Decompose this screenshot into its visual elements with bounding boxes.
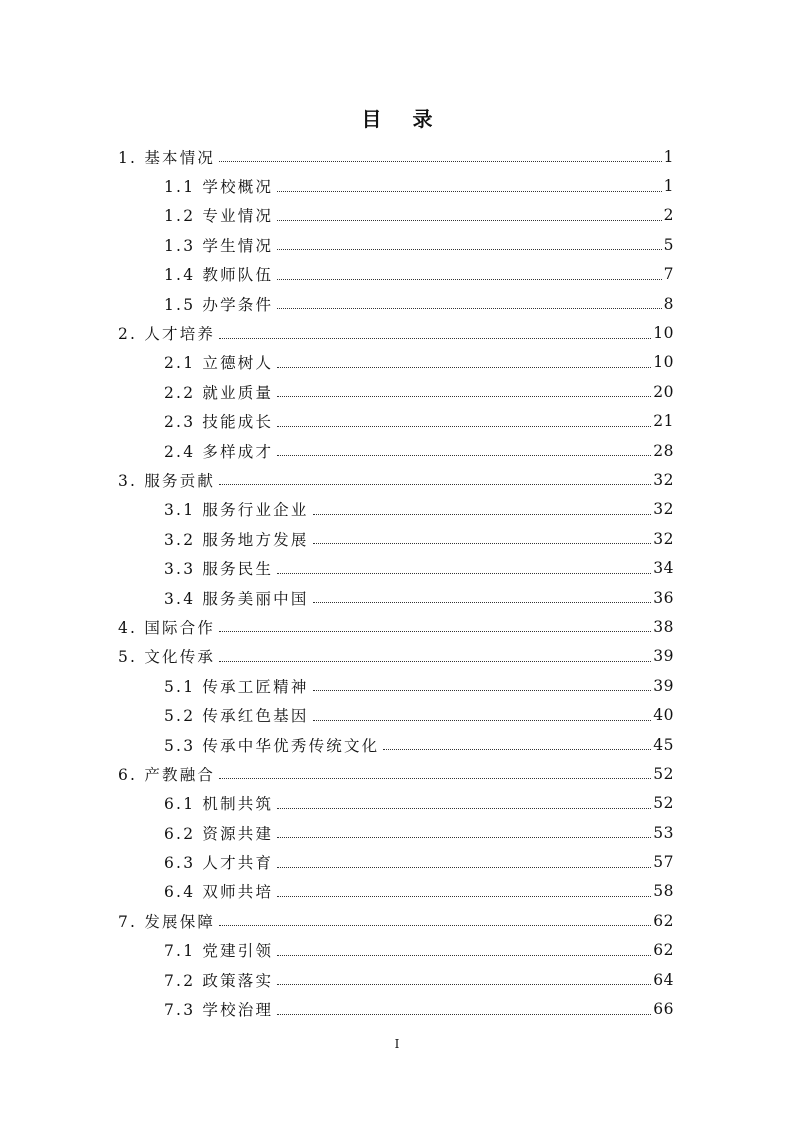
- toc-section-entry[interactable]: [0, 759, 674, 788]
- toc-entry-page: 62: [653, 911, 674, 930]
- toc-subsection-entry[interactable]: [0, 994, 674, 1023]
- toc-entry-page: 8: [663, 294, 674, 313]
- toc-subsection-entry[interactable]: [0, 524, 674, 553]
- toc-subsection-entry[interactable]: [0, 553, 674, 582]
- table-of-contents: [0, 142, 794, 1024]
- toc-section-entry[interactable]: [0, 142, 674, 171]
- toc-entry-page: 28: [653, 441, 674, 460]
- toc-dot-leader: [277, 367, 651, 368]
- toc-subsection-entry[interactable]: [0, 230, 674, 259]
- page-number: I: [394, 1037, 400, 1051]
- toc-dot-leader: [277, 867, 651, 868]
- toc-dot-leader: [219, 484, 651, 485]
- toc-subsection-entry[interactable]: [0, 583, 674, 612]
- toc-entry-label: 7.3 学校治理: [164, 1001, 274, 1020]
- toc-dot-leader: [277, 191, 661, 192]
- toc-entry-label: 7. 发展保障: [118, 912, 216, 931]
- toc-entry-page: 58: [653, 882, 674, 901]
- toc-subsection-entry[interactable]: [0, 818, 674, 847]
- toc-dot-leader: [219, 778, 651, 779]
- toc-entry-page: 1: [663, 147, 674, 166]
- toc-entry-label: 6.4 双师共培: [164, 883, 274, 902]
- toc-dot-leader: [277, 984, 651, 985]
- toc-subsection-entry[interactable]: [0, 348, 674, 377]
- toc-subsection-entry[interactable]: [0, 789, 674, 818]
- toc-entry-page: 2: [663, 206, 674, 225]
- toc-entry-label: 7.2 政策落实: [164, 971, 274, 990]
- toc-entry-label: 6.3 人才共育: [164, 854, 274, 873]
- toc-dot-leader: [313, 690, 652, 691]
- toc-dot-leader: [219, 631, 651, 632]
- toc-entry-page: 62: [653, 941, 674, 960]
- toc-entry-page: 10: [653, 324, 674, 343]
- toc-entry-label: 1.1 学校概况: [164, 178, 274, 197]
- toc-dot-leader: [277, 396, 651, 397]
- toc-entry-label: 1.5 办学条件: [164, 295, 274, 314]
- toc-dot-leader: [219, 661, 651, 662]
- toc-subsection-entry[interactable]: [0, 377, 674, 406]
- toc-dot-leader: [219, 925, 651, 926]
- toc-entry-label: 1.2 专业情况: [164, 207, 274, 226]
- toc-entry-page: 64: [653, 970, 674, 989]
- toc-dot-leader: [277, 220, 661, 221]
- toc-entry-page: 39: [653, 676, 674, 695]
- toc-subsection-entry[interactable]: [0, 965, 674, 994]
- toc-entry-page: 57: [653, 853, 674, 872]
- toc-entry-label: 5.3 传承中华优秀传统文化: [164, 736, 380, 755]
- toc-entry-page: 5: [663, 235, 674, 254]
- toc-entry-label: 7.1 党建引领: [164, 942, 274, 961]
- toc-dot-leader: [277, 837, 651, 838]
- toc-entry-page: 34: [653, 559, 674, 578]
- toc-dot-leader: [277, 279, 661, 280]
- toc-entry-page: 10: [653, 353, 674, 372]
- toc-section-entry[interactable]: [0, 642, 674, 671]
- toc-section-entry[interactable]: [0, 465, 674, 494]
- toc-entry-label: 3.4 服务美丽中国: [164, 589, 309, 608]
- toc-entry-label: 1.4 教师队伍: [164, 266, 274, 285]
- toc-entry-label: 3.1 服务行业企业: [164, 501, 309, 520]
- toc-entry-page: 38: [653, 617, 674, 636]
- toc-dot-leader: [219, 161, 662, 162]
- toc-entry-label: 1. 基本情况: [118, 148, 216, 167]
- toc-entry-page: 52: [653, 794, 674, 813]
- toc-dot-leader: [277, 249, 661, 250]
- toc-subsection-entry[interactable]: [0, 700, 674, 729]
- toc-dot-leader: [277, 896, 651, 897]
- toc-subsection-entry[interactable]: [0, 407, 674, 436]
- toc-subsection-entry[interactable]: [0, 289, 674, 318]
- toc-entry-label: 2. 人才培养: [118, 325, 216, 344]
- toc-section-entry[interactable]: [0, 318, 674, 347]
- toc-section-entry[interactable]: [0, 906, 674, 935]
- toc-dot-leader: [313, 543, 652, 544]
- toc-entry-page: 52: [653, 764, 674, 783]
- toc-entry-label: 2.2 就业质量: [164, 383, 274, 402]
- toc-entry-label: 3. 服务贡献: [118, 471, 216, 490]
- toc-entry-label: 5. 文化传承: [118, 648, 216, 667]
- toc-subsection-entry[interactable]: [0, 171, 674, 200]
- toc-entry-label: 1.3 学生情况: [164, 236, 274, 255]
- toc-entry-page: 20: [653, 382, 674, 401]
- toc-entry-label: 2.4 多样成才: [164, 442, 274, 461]
- toc-dot-leader: [277, 455, 651, 456]
- toc-entry-label: 4. 国际合作: [118, 618, 216, 637]
- toc-subsection-entry[interactable]: [0, 730, 674, 759]
- toc-entry-page: 45: [653, 735, 674, 754]
- toc-subsection-entry[interactable]: [0, 847, 674, 876]
- toc-entry-page: 32: [653, 500, 674, 519]
- toc-dot-leader: [277, 955, 651, 956]
- toc-entry-label: 6.1 机制共筑: [164, 795, 274, 814]
- toc-entry-page: 1: [663, 177, 674, 196]
- toc-subsection-entry[interactable]: [0, 201, 674, 230]
- toc-dot-leader: [277, 1014, 651, 1015]
- toc-entry-page: 53: [653, 823, 674, 842]
- toc-entry-label: 5.2 传承红色基因: [164, 707, 309, 726]
- toc-entry-page: 32: [653, 470, 674, 489]
- toc-entry-label: 3.3 服务民生: [164, 560, 274, 579]
- toc-dot-leader: [313, 514, 652, 515]
- toc-subsection-entry[interactable]: [0, 495, 674, 524]
- toc-dot-leader: [383, 749, 651, 750]
- toc-entry-page: 32: [653, 529, 674, 548]
- toc-entry-label: 2.3 技能成长: [164, 413, 274, 432]
- toc-entry-label: 6.2 资源共建: [164, 824, 274, 843]
- toc-entry-page: 39: [653, 647, 674, 666]
- toc-dot-leader: [313, 720, 652, 721]
- toc-entry-page: 40: [653, 706, 674, 725]
- toc-subsection-entry[interactable]: [0, 671, 674, 700]
- toc-dot-leader: [277, 573, 651, 574]
- toc-dot-leader: [313, 602, 652, 603]
- toc-subsection-entry[interactable]: [0, 877, 674, 906]
- toc-dot-leader: [219, 338, 651, 339]
- toc-entry-label: 5.1 传承工匠精神: [164, 677, 309, 696]
- toc-subsection-entry[interactable]: [0, 936, 674, 965]
- toc-subsection-entry[interactable]: [0, 260, 674, 289]
- toc-entry-label: 2.1 立德树人: [164, 354, 274, 373]
- toc-dot-leader: [277, 426, 651, 427]
- toc-entry-page: 36: [653, 588, 674, 607]
- toc-entry-label: 6. 产教融合: [118, 765, 216, 784]
- toc-entry-page: 66: [653, 1000, 674, 1019]
- toc-section-entry[interactable]: [0, 612, 674, 641]
- toc-entry-page: 21: [653, 412, 674, 431]
- toc-entry-page: 7: [663, 265, 674, 284]
- toc-entry-label: 3.2 服务地方发展: [164, 530, 309, 549]
- page-title: 目 录: [361, 107, 445, 131]
- toc-subsection-entry[interactable]: [0, 436, 674, 465]
- toc-dot-leader: [277, 808, 651, 809]
- toc-dot-leader: [277, 308, 661, 309]
